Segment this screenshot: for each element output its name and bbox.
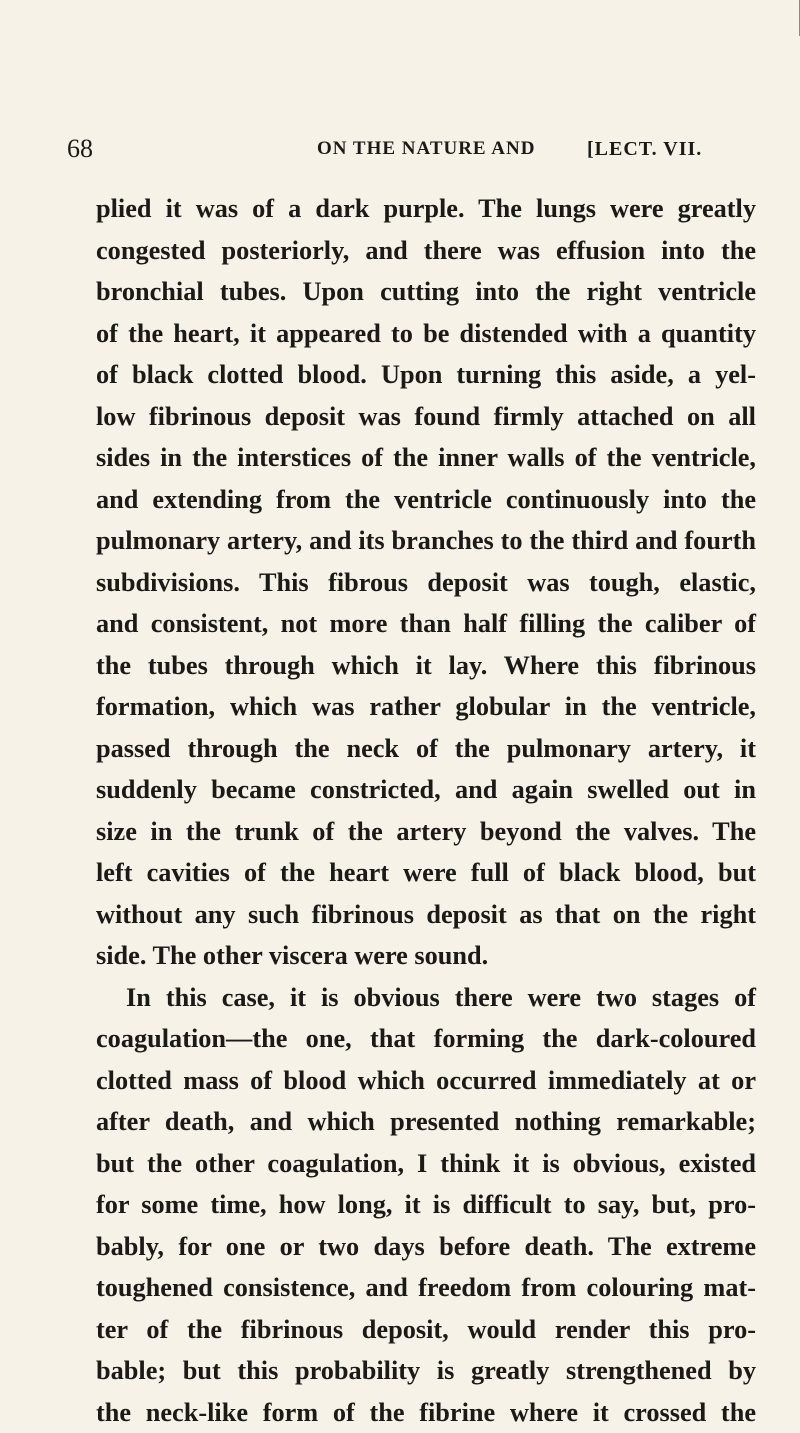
page-number: 68 (67, 132, 93, 166)
text-line: passed through the neck of the pulmonary artery, it (96, 728, 756, 770)
text-line: without any such fibrinous deposit as that on the right (96, 894, 756, 936)
text-line: but the other coagulation, I think it is obvious, existed (96, 1143, 756, 1185)
running-head: ON THE NATURE AND (317, 132, 535, 166)
text-line: clotted mass of blood which occurred immediately at or (96, 1060, 756, 1102)
text-line: for some time, how long, it is difficult to say, but, pro- (96, 1184, 756, 1226)
page-edge-mark (791, 0, 800, 36)
text-line: suddenly became constricted, and again swelled out in (96, 769, 756, 811)
text-line: formation, which was rather globular in the ventricle, (96, 686, 756, 728)
paragraph-end-line: side. The other viscera were sound. (96, 935, 756, 977)
lecture-reference: [LECT. VII. (587, 132, 702, 166)
text-line: plied it was of a dark purple. The lungs were greatly (96, 188, 756, 230)
text-line: of the heart, it appeared to be distended with a quantity (96, 313, 756, 355)
text-line: bable; but this probability is greatly strengthened by (96, 1350, 756, 1392)
text-line: of black clotted blood. Upon turning this aside, a yel- (96, 354, 756, 396)
text-line: and consistent, not more than half filling the caliber of (96, 603, 756, 645)
text-line: coagulation—the one, that forming the dark-coloured (96, 1018, 756, 1060)
text-line: congested posteriorly, and there was effusion into the (96, 230, 756, 272)
text-line: left cavities of the heart were full of black blood, but (96, 852, 756, 894)
text-line: subdivisions. This fibrous deposit was tough, elastic, (96, 562, 756, 604)
text-line: pulmonary artery, and its branches to the third and fourth (96, 520, 756, 562)
text-line: toughened consistence, and freedom from colouring mat- (96, 1267, 756, 1309)
text-line: bronchial tubes. Upon cutting into the right ventricle (96, 271, 756, 313)
text-line: and extending from the ventricle continuously into the (96, 479, 756, 521)
text-line: sides in the interstices of the inner walls of the ventricle, (96, 437, 756, 479)
text-line: ter of the fibrinous deposit, would render this pro- (96, 1309, 756, 1351)
text-line: size in the trunk of the artery beyond the valves. The (96, 811, 756, 853)
page-header (67, 132, 767, 166)
text-line: after death, and which presented nothing remarkable; (96, 1101, 756, 1143)
text-line: the neck-like form of the fibrine where it crossed the (96, 1392, 756, 1433)
text-line: bably, for one or two days before death. The extreme (96, 1226, 756, 1268)
paragraph-start-line: In this case, it is obvious there were two stages of (96, 977, 756, 1019)
body-text (96, 188, 756, 1433)
text-line: low fibrinous deposit was found firmly attached on all (96, 396, 756, 438)
text-line: the tubes through which it lay. Where this fibrinous (96, 645, 756, 687)
